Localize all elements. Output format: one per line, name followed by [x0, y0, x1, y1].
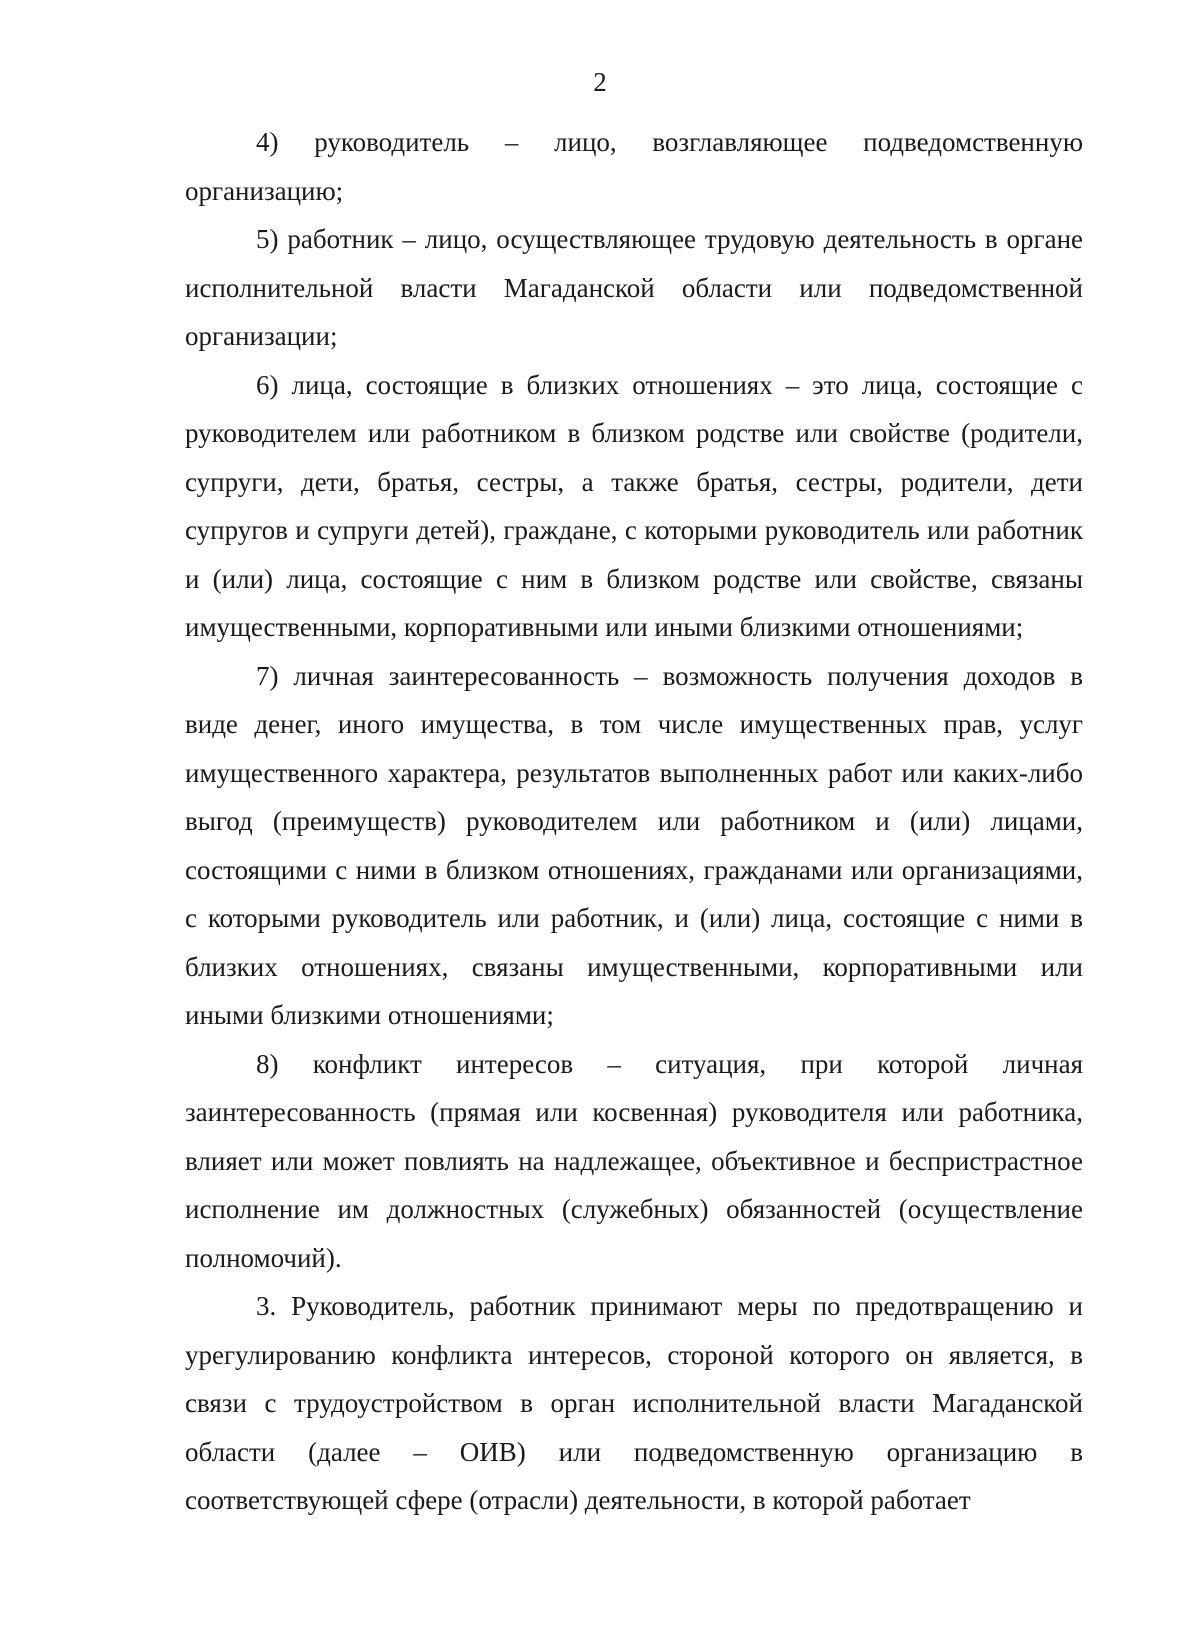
paragraph-section-3: 3. Руководитель, работник принимают меры по предотвращению и урегулированию конфликта интересов, стороной которого он является, в связи с трудоустройством в орган исполнительной власти Магаданской области (далее – ОИВ) или подведомственную организацию в соответствующей сфере (отрасли) деятельности, в которой работает — [185, 1291, 1083, 1515]
paragraph-definition-4: 4) руководитель – лицо, возглавляющее подведомственную организацию; — [185, 127, 1083, 206]
paragraph-definition-8: 8) конфликт интересов – ситуация, при которой личная заинтересованность (прямая или косвенная) руководителя или работника, влияет или может повлиять на надлежащее, объективное и беспристрастное исполнение им должностных (служебных) обязанностей (осуществление полномочий). — [185, 1048, 1083, 1273]
page-number: 2 — [593, 67, 607, 97]
paragraph-definition-7: 7) личная заинтересованность – возможность получения доходов в виде денег, иного имущества, в том числе имущественных прав, услуг имущественного характера, результатов выполненных работ или каких-либо выгод (преимуществ) руководителем или работником и (или) лицами, состоящими с ними в близком отношениях, гражданами или организациями, с которыми руководитель или работник, и (или) лица, состоящие с ними в близких отношениях, связаны имущественными, корпоративными или иными близкими отношениями; — [185, 660, 1083, 1030]
paragraph-definition-6: 6) лица, состоящие в близких отношениях – это лица, состоящие с руководителем или работником в близком родстве или свойстве (родители, супруги, дети, братья, сестры, а также братья, сестры, родители, дети супругов и супруги детей), граждане, с которыми руководитель или работник и (или) лица, состоящие с ним в близком родстве или свойстве, связаны имущественными, корпоративными или иными близкими отношениями; — [185, 369, 1083, 642]
paragraph-definition-5: 5) работник – лицо, осуществляющее трудовую деятельность в органе исполнительной власти Магаданской области или подведомственной организации; — [185, 224, 1083, 351]
document-body — [185, 118, 1083, 1525]
